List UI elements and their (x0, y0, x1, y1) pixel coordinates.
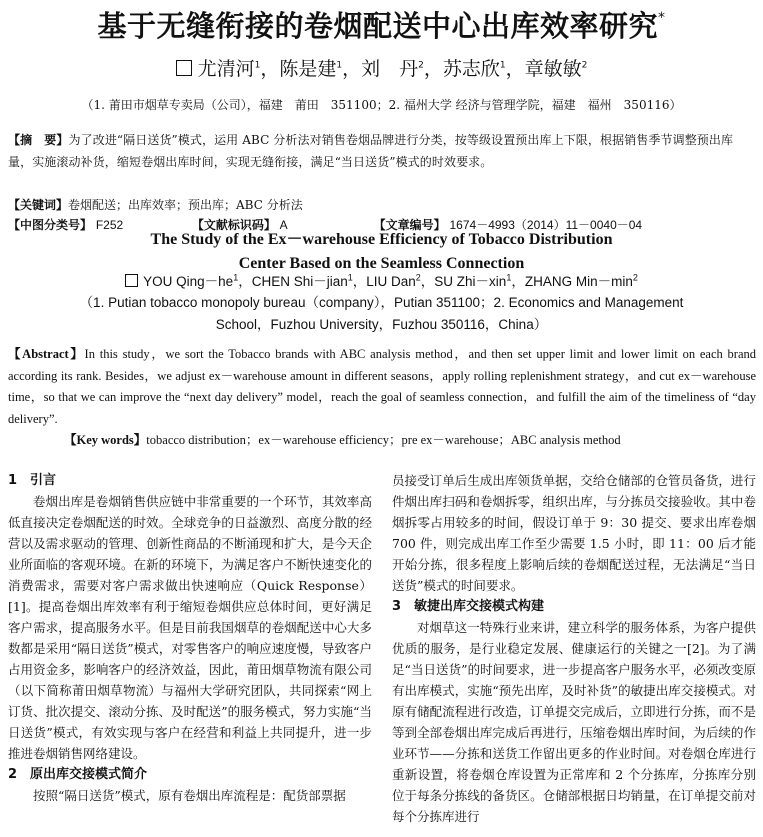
body-column-left (8, 470, 372, 806)
section-1-heading: 1 引言 (8, 473, 57, 488)
author-en-5-sup: 2 (632, 272, 638, 283)
abstract-en-text: In this study，we sort the Tobacco brands with ABC analysis method，and then set upper limit and lower limit on each brand according its rank. Besides，we adjust ex－warehouse amount in different seasons，apply rolling replenishment strategy，and cut ex－warehouse time，so that we can improve the “next day delivery” model，reach the goal of seamless connection，and fulfill the aim of the timeliness of “day delivery”. (8, 347, 757, 426)
author-cn-5: 章敏敏 (524, 58, 582, 80)
keywords-cn (8, 195, 756, 215)
title-en-line-2: Center Based on the Seamless Connection (238, 255, 525, 272)
paper-title-text: 基于无缝衔接的卷烟配送中心出库效率研究 (97, 9, 658, 43)
abstract-en-label: 【Abstract】 (8, 347, 85, 361)
author-cn-5-sup: 2 (581, 60, 588, 71)
section-2-continued: 员接受订单后生成出库领货单据，交给仓储部的仓管员备货，进行件烟出库扫码和卷烟拆零，组织出库，与分拣员交接验收。其中卷烟拆零占用较多的时间，假设订单于 9：30 提交、要求出库卷烟 700 件，则完成出库工作至少需要 1.5 小时，即 11：00 后才能开始分拣，很多程度上影响后续的卷烟配送过程，无法满足“当日送货”模式的时间要求。 (392, 473, 756, 593)
keywords-cn-label: 【关键词】 (8, 198, 69, 212)
keywords-en-text: tobacco distribution；ex－warehouse efficiency；pre ex－warehouse；ABC analysis method (146, 433, 621, 447)
author-en-3-sup: 2 (415, 272, 421, 283)
keywords-en (64, 430, 754, 448)
author-en-1-sup: 1 (233, 272, 239, 283)
affil-en-line-1: （1. Putian tobacco monopoly bureau（company），Putian 351100；2. Economics and Management (79, 295, 684, 310)
abstract-cn-label: 【摘 要】 (8, 133, 69, 147)
author-en-2-sup: 1 (347, 272, 353, 283)
abstract-cn (8, 129, 756, 173)
author-cn-3: 刘 丹 (361, 58, 419, 80)
author-cn-4-sup: 1 (499, 60, 506, 71)
affil-en-line-2: School，Fuzhou University，Fuzhou 350116，China） (215, 317, 548, 332)
section-1-paragraph: 卷烟出库是卷烟销售供应链中非常重要的一个环节，其效率高低直接决定卷烟配送的时效。全球竞争的日益激烈、高度分散的经营以及需求驱动的管理、创新性商品的不断涌现和扩大，是今天企业所面临的客观环境。在新的环境下，为满足客户不断快速变化的消费需求，需要对客户需求做出快速响应（Quick Response）[1]。提高卷烟出库效率有利于缩短卷烟供应总体时间，更好满足客户需求，提高服务水平。但是目前我国烟草的卷烟配送中心大多数都是采用“隔日送货”模式，对零售客户的响应速度慢，导致客户占用资金多，影响客户的经济效益，因此，莆田烟草物流有限公司（以下简称莆田烟草物流）与福州大学研究团队，共同探索“网上订货、批次提交、滚动分拣、及时配送”的服务模式，努力实施“当日送货”模式，有效实现与客户在经营和利益上共同提升，进一步推进卷烟销售网络建设。 (8, 494, 372, 761)
author-cn-1: 尤清河 (197, 58, 255, 80)
doc-code-label: 【文献标识码】 (191, 218, 276, 232)
section-3-paragraph: 对烟草这一特殊行业来讲，建立科学的服务体系，为客户提供优质的服务，是行业稳定发展、健康运行的关键之一[2]。为了满足“当日送货”的时间要求，进一步提高客户服务水平，必须改变原有出库模式，实施“预先出库，及时补货”的敏捷出库交接模式。对原有储配流程进行改造，订单提交完成后，立即进行分拣，而不是等到全部卷烟出库完成后再进行，压缩卷烟出库时间，为后续的作业环节——分拣和送货工作留出更多的作业时间。对卷烟仓库进行重新设置，将卷烟仓库设置为正常库和 2 个分拣库，分拣库分别位于每条分拣线的备货区。仓储部根据日均销量，在订单提交前对每个分拣库进行 (392, 620, 756, 824)
paper-title (0, 4, 763, 45)
clc-value: F252 (95, 218, 124, 232)
author-en-5: ZHANG Min－min (524, 274, 633, 289)
author-en-2: CHEN Shi－jian (251, 274, 348, 289)
body-column-right (392, 470, 756, 827)
clc-label: 【中图分类号】 (8, 218, 93, 232)
title-footnote-mark: * (658, 10, 666, 26)
section-3-heading: 3 敏捷出库交接模式构建 (392, 599, 545, 614)
checkbox-square-icon (125, 274, 138, 287)
author-cn-2-sup: 1 (336, 60, 343, 71)
article-no-value: 1674－4993（2014）11－0040－04 (449, 218, 643, 232)
doc-code-value: A (279, 218, 288, 232)
author-en-4: SU Zhi－xin (434, 274, 507, 289)
section-2-heading: 2 原出库交接模式简介 (8, 767, 148, 782)
section-2-paragraph: 按照“隔日送货”模式，原有卷烟出库流程是：配货部票据 (33, 788, 346, 803)
keywords-en-label: 【Key words】 (64, 433, 147, 447)
affiliation-en (0, 292, 763, 336)
author-cn-4: 苏志欣 (442, 58, 500, 80)
author-cn-3-sup: 2 (418, 60, 424, 71)
authors-cn: 尤清河$^1$，陈是建$^1$，刘 丹$^2$，苏志欣$^1$，章敏敏$^2$ (0, 54, 763, 81)
authors-en: YOU $Qing-he^1$，CHEN Shi－jian$^1$，LIU Dan$^2$，SU Zhi－xin$^1$，ZHANG $Min-\min^2$ (0, 270, 763, 290)
affiliation-cn: （1. 莆田市烟草专卖局（公司），福建 莆田 351100；2. 福州大学 经济与管理学院，福建 福州 350116） (81, 98, 682, 112)
author-cn-1-sup: 1 (254, 60, 261, 71)
author-en-1: YOU Qing－he (143, 274, 234, 289)
checkbox-square-icon (176, 60, 192, 76)
paper-title-en (0, 228, 763, 276)
author-en-3: LIU Dan (366, 274, 416, 289)
abstract-en (8, 344, 756, 430)
title-en-line-1: The Study of the Ex－warehouse Efficiency of Tobacco Distribution (150, 231, 613, 248)
article-no-label: 【文章编号】 (373, 218, 446, 232)
author-cn-2: 陈是建 (279, 58, 337, 80)
keywords-cn-text: 卷烟配送；出库效率；预出库；ABC 分析法 (68, 198, 303, 212)
author-en-4-sup: 1 (506, 272, 512, 283)
abstract-cn-text: 为了改进“隔日送货”模式，运用 ABC 分析法对销售卷烟品牌进行分类，按等级设置预出库上下限，根据销售季节调整预出库量，实施滚动补货，缩短卷烟出库时间，实现无缝衔接，满足“当日送货”模式的时效要求。 (8, 133, 734, 169)
